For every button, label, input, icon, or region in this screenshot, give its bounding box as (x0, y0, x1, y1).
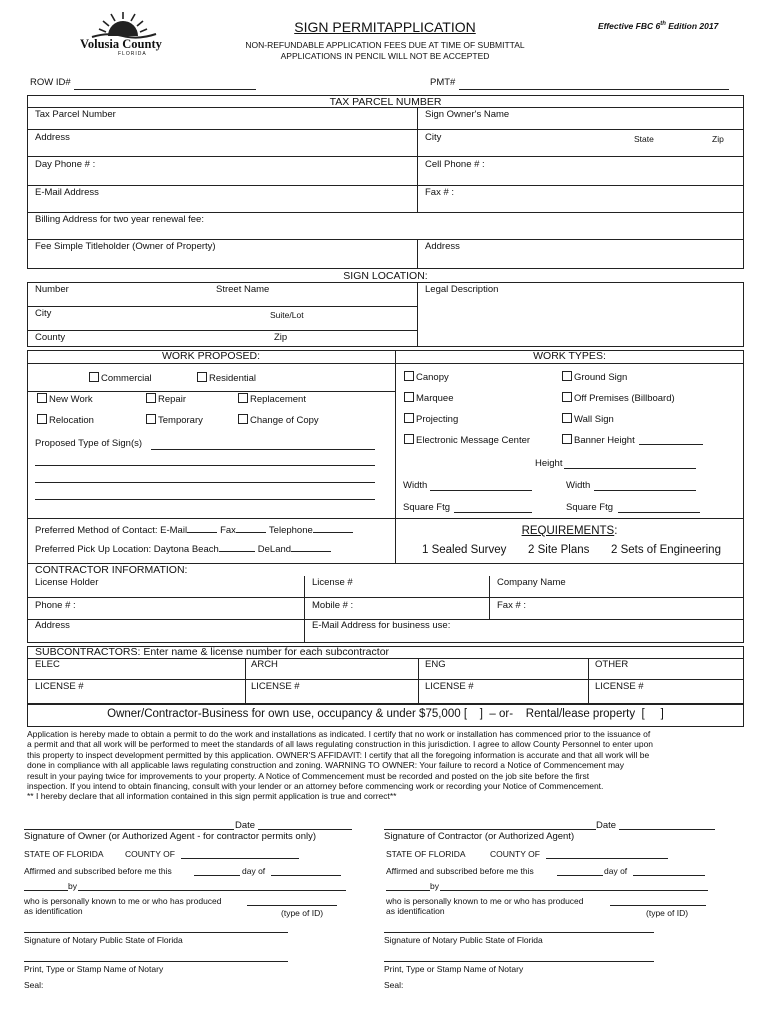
left-seal-label: Seal: (24, 980, 44, 990)
sun-icon (78, 10, 168, 40)
left-affirmed-label: Affirmed and subscribed before me this (24, 866, 172, 876)
contact-fax-field[interactable] (236, 532, 266, 533)
pmt-field[interactable] (459, 89, 729, 90)
right-print-caption: Print, Type or Stamp Name of Notary (384, 964, 524, 974)
owner-date-label: Date (235, 820, 256, 831)
left-notary-name-line[interactable] (24, 961, 288, 962)
tax-parcel-field[interactable]: Tax Parcel Number (35, 109, 116, 120)
electronic-message-checkbox[interactable]: Electronic Message Center (404, 434, 530, 446)
affidavit-line: result in your paying twice for improvements to your property. A Notice of Commencement must be recorded and posted on the job site before the first (27, 770, 590, 781)
day-phone-field[interactable]: Day Phone # : (35, 159, 96, 170)
subtitle-pencil: APPLICATIONS IN PENCIL WILL NOT BE ACCEPTED (280, 51, 490, 61)
req-engineering: 2 Sets of Engineering (611, 544, 721, 556)
contractor-license-field[interactable]: License # (312, 577, 353, 588)
checkbox-icon[interactable] (89, 372, 99, 382)
affidavit-line: done in compliance with all applicable laws regulating construction and zoning. WARNING TO OWNER: Your failure to record a Notice of Commencement may (27, 760, 625, 771)
contractor-email-field[interactable]: E-Mail Address for business use: (312, 620, 451, 631)
left-by-pre-line[interactable] (24, 890, 68, 891)
location-number-field[interactable]: Number (35, 284, 69, 295)
right-county-label: COUNTY OF (490, 849, 540, 859)
commercial-checkbox[interactable]: Commercial (89, 372, 152, 384)
fee-simple-field[interactable]: Fee Simple Titleholder (Owner of Property) (35, 241, 216, 252)
other-license-field[interactable]: LICENSE # (595, 681, 644, 692)
right-as-id-label: as identification (386, 906, 445, 916)
right-notary-signature-line[interactable] (384, 932, 654, 933)
left-day-of-label: day of (242, 866, 266, 876)
off-premises-checkbox[interactable]: Off Premises (Billboard) (562, 392, 675, 404)
height-label: Height (535, 458, 563, 469)
logo-sub: FLORIDA (118, 51, 147, 57)
logo-text: Volusia County (80, 37, 162, 51)
checkbox-icon[interactable] (562, 392, 572, 402)
row-id-field[interactable] (74, 89, 256, 90)
right-state-label: STATE OF FLORIDA (386, 849, 466, 859)
owner-zip-field[interactable]: Zip (712, 134, 724, 144)
right-produced-line[interactable] (610, 905, 706, 906)
subtitle-fees: NON-REFUNDABLE APPLICATION FEES DUE AT TIME OF SUBMITTAL (245, 40, 525, 50)
affidavit-line: this property to inspect development permitted by this application. OWNER'S AFFIDAVIT: I certify that all the foregoing information is accurate and that all work will be (27, 749, 650, 760)
requirements-title: REQUIREMENTS: (521, 525, 618, 537)
sqft-label-1: Square Ftg (403, 502, 450, 513)
ownership-type-selector[interactable]: Owner/Contractor-Business for own use, occupancy & under $75,000 [ ] – or- Rental/lease property [ ] (107, 708, 664, 720)
repair-checkbox[interactable]: Repair (146, 393, 186, 405)
arch-license-field[interactable]: LICENSE # (251, 681, 300, 692)
left-known-label: who is personally known to me or who has produced (24, 896, 222, 906)
right-type-id-label: (type of ID) (646, 908, 689, 918)
req-site-plans: 2 Site Plans (528, 544, 590, 556)
contractor-address-field[interactable]: Address (35, 620, 70, 631)
contractor-info-title: CONTRACTOR INFORMATION: (35, 564, 188, 576)
form-title: SIGN PERMITAPPLICATION (294, 19, 476, 35)
width-label-2: Width (566, 480, 591, 491)
change-of-copy-checkbox[interactable]: Change of Copy (238, 414, 319, 426)
wall-sign-checkbox[interactable]: Wall Sign (562, 413, 614, 425)
left-type-id-label: (type of ID) (281, 908, 324, 918)
email-field[interactable]: E-Mail Address (35, 187, 99, 198)
left-state-label: STATE OF FLORIDA (24, 849, 104, 859)
left-county-line[interactable] (181, 858, 299, 859)
elec-field[interactable]: ELEC (35, 659, 60, 670)
canopy-checkbox[interactable]: Canopy (404, 371, 449, 383)
right-day-of-label: day of (604, 866, 628, 876)
banner-height-field[interactable] (639, 444, 703, 445)
effective-edition: Effective FBC 6th Edition 2017 (598, 21, 719, 31)
checkbox-icon[interactable] (197, 372, 207, 382)
right-month-line[interactable] (633, 875, 705, 876)
work-types-title: WORK TYPES: (533, 350, 606, 362)
location-city-field[interactable]: City (35, 308, 52, 319)
left-month-line[interactable] (271, 875, 341, 876)
county-logo (78, 10, 168, 56)
width-field-2[interactable] (594, 490, 696, 491)
location-county-field[interactable]: County (35, 332, 66, 343)
checkbox-icon[interactable] (146, 414, 156, 424)
projecting-checkbox[interactable]: Projecting (404, 413, 458, 425)
left-print-caption: Print, Type or Stamp Name of Notary (24, 964, 164, 974)
legal-description-field[interactable]: Legal Description (425, 284, 499, 295)
parcel-section-title: TAX PARCEL NUMBER (329, 96, 442, 108)
pmt-label: PMT# (430, 77, 456, 88)
right-seal-label: Seal: (384, 980, 404, 990)
daytona-pickup-field[interactable] (219, 551, 255, 552)
left-county-label: COUNTY OF (125, 849, 175, 859)
sqft-label-2: Square Ftg (566, 502, 613, 513)
contractor-date-line[interactable] (619, 829, 715, 830)
affidavit-line: inspection. If you intend to obtain financing, consult with your lender or an attorney before commencing work or recording your Notice of Commencement. (27, 781, 604, 792)
checkbox-icon[interactable] (37, 393, 47, 403)
fax-field[interactable]: Fax # : (425, 187, 455, 198)
contact-email-field[interactable] (187, 532, 217, 533)
marquee-checkbox[interactable]: Marquee (404, 392, 454, 404)
checkbox-icon[interactable] (404, 371, 414, 381)
sqft-field-2[interactable] (618, 512, 700, 513)
left-produced-line[interactable] (247, 905, 337, 906)
location-zip-field[interactable]: Zip (274, 332, 288, 343)
checkbox-icon[interactable] (562, 413, 572, 423)
proposed-type-line-2[interactable] (35, 465, 375, 466)
left-affirmed-day-line[interactable] (194, 875, 240, 876)
contact-telephone-field[interactable] (313, 532, 353, 533)
ground-sign-checkbox[interactable]: Ground Sign (562, 371, 627, 383)
suite-lot-field[interactable]: Suite/Lot (270, 310, 304, 320)
contractor-date-label: Date (596, 820, 617, 831)
checkbox-icon[interactable] (404, 392, 414, 402)
owner-address-field[interactable]: Address (35, 132, 70, 143)
contractor-signature-line[interactable] (384, 829, 596, 830)
street-name-field[interactable]: Street Name (216, 284, 270, 295)
checkbox-icon[interactable] (404, 413, 414, 423)
proposed-type-line-3[interactable] (35, 482, 375, 483)
right-affirmed-label: Affirmed and subscribed before me this (386, 866, 534, 876)
titleholder-address-field[interactable]: Address (425, 241, 460, 252)
contractor-phone-field[interactable]: Phone # : (35, 600, 76, 611)
work-proposed-title: WORK PROPOSED: (161, 350, 260, 362)
checkbox-icon[interactable] (404, 434, 414, 444)
contractor-fax-field[interactable]: Fax # : (497, 600, 527, 611)
elec-license-field[interactable]: LICENSE # (35, 681, 84, 692)
owner-state-field[interactable]: State (634, 134, 654, 144)
contractor-mobile-field[interactable]: Mobile # : (312, 600, 354, 611)
row-id-label: ROW ID# (30, 77, 71, 88)
checkbox-icon[interactable] (562, 434, 572, 444)
proposed-type-label: Proposed Type of Sign(s) (35, 438, 143, 449)
req-sealed-survey: 1 Sealed Survey (422, 544, 507, 556)
arch-field[interactable]: ARCH (251, 659, 278, 670)
width-label-1: Width (403, 480, 428, 491)
owner-date-line[interactable] (258, 829, 352, 830)
width-field-1[interactable] (430, 490, 532, 491)
checkbox-icon[interactable] (37, 414, 47, 424)
replacement-checkbox[interactable]: Replacement (238, 393, 306, 405)
left-notary-signature-line[interactable] (24, 932, 288, 933)
right-by-label: by (430, 881, 439, 891)
pickup-location-row: Preferred Pick Up Location: Daytona Beach DeLand (35, 544, 331, 555)
temporary-checkbox[interactable]: Temporary (146, 414, 203, 426)
checkbox-icon[interactable] (146, 393, 156, 403)
new-work-checkbox[interactable]: New Work (37, 393, 93, 405)
billing-address-field[interactable]: Billing Address for two year renewal fee: (35, 214, 204, 225)
cell-phone-field[interactable]: Cell Phone # : (425, 159, 485, 170)
company-name-field[interactable]: Company Name (497, 577, 566, 588)
eng-field[interactable]: ENG (425, 659, 446, 670)
checkbox-icon[interactable] (238, 393, 248, 403)
license-holder-field[interactable]: License Holder (35, 577, 99, 588)
other-field[interactable]: OTHER (595, 659, 629, 670)
height-field[interactable] (564, 468, 696, 469)
banner-height-checkbox[interactable]: Banner Height (562, 434, 635, 446)
deland-pickup-field[interactable] (291, 551, 331, 552)
owner-signature-line[interactable] (24, 829, 234, 830)
sign-location-title: SIGN LOCATION: (343, 270, 428, 282)
checkbox-icon[interactable] (238, 414, 248, 424)
owner-city-field[interactable]: City (425, 132, 442, 143)
right-known-label: who is personally known to me or who has produced (386, 896, 584, 906)
left-by-line[interactable] (78, 890, 346, 891)
right-by-pre-line[interactable] (386, 890, 430, 891)
relocation-checkbox[interactable]: Relocation (37, 414, 94, 426)
sign-owner-field[interactable]: Sign Owner's Name (425, 109, 510, 120)
left-notary-caption: Signature of Notary Public State of Florida (24, 935, 183, 945)
left-by-label: by (68, 881, 77, 891)
sqft-field-1[interactable] (454, 512, 532, 513)
affidavit-line: a permit and that all work will be performed to meet the standards of all laws regulating construction in this jurisdiction. I agree to allow County Personnel to enter upon (27, 739, 654, 750)
contractor-signature-caption: Signature of Contractor (or Authorized Agent) (384, 831, 575, 842)
affidavit-text (27, 729, 745, 802)
proposed-type-line-4[interactable] (35, 499, 375, 500)
checkbox-icon[interactable] (562, 371, 572, 381)
subcontractors-title: SUBCONTRACTORS: Enter name & license number for each subcontractor (35, 646, 390, 658)
affidavit-line: Application is hereby made to obtain a permit to do the work and installations as indicated. I certify that no work or installation has commenced prior to the issuance of (27, 729, 651, 739)
eng-license-field[interactable]: LICENSE # (425, 681, 474, 692)
right-affirmed-day-line[interactable] (557, 875, 603, 876)
left-as-id-label: as identification (24, 906, 83, 916)
right-notary-caption: Signature of Notary Public State of Florida (384, 935, 543, 945)
right-by-line[interactable] (440, 890, 708, 891)
right-notary-name-line[interactable] (384, 961, 654, 962)
proposed-type-line-1[interactable] (151, 449, 375, 450)
contact-method-row: Preferred Method of Contact: E-Mail Fax Telephone (35, 525, 353, 536)
owner-signature-caption: Signature of Owner (or Authorized Agent - for contractor permits only) (24, 831, 316, 842)
affidavit-line: ** I hereby declare that all information contained in this sign permit application is true and correct** (27, 791, 397, 802)
residential-checkbox[interactable]: Residential (197, 372, 256, 384)
right-county-line[interactable] (546, 858, 668, 859)
